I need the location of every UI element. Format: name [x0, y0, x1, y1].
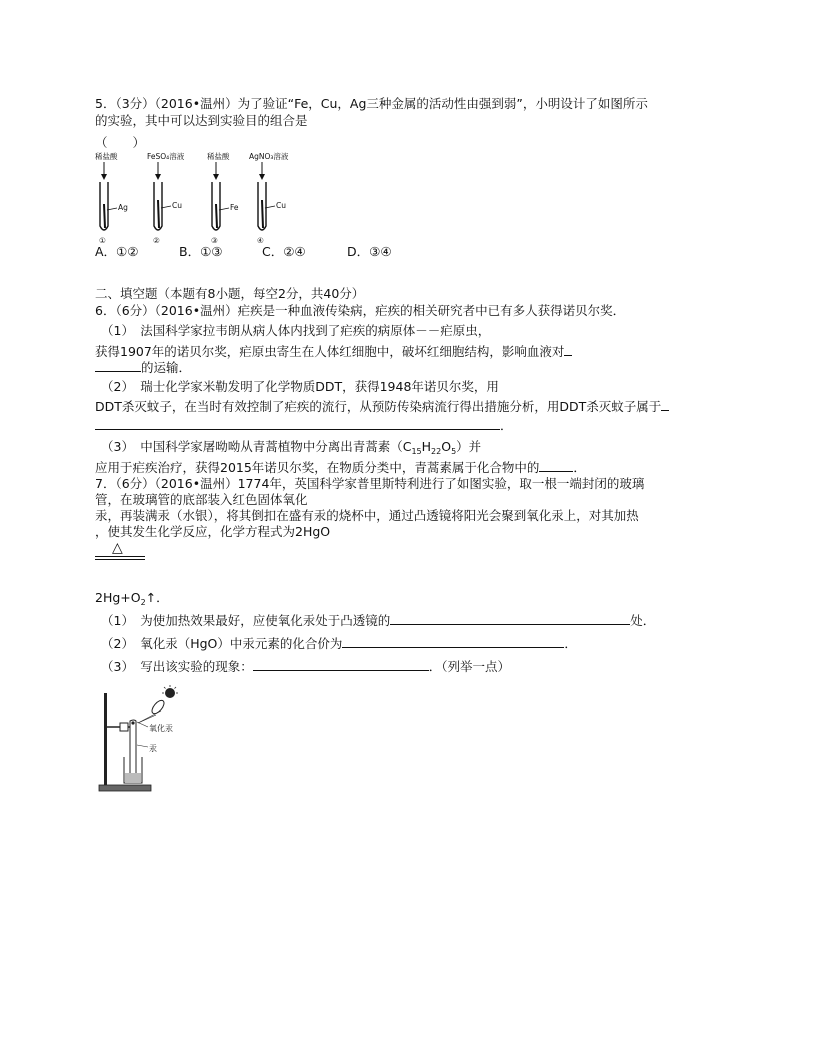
- q6-part1-text: 获得1907年的诺贝尔奖，疟原虫寄生在人体红细胞中，破坏红细胞结构，影响血液对: [95, 344, 565, 359]
- q7-stem-line4: ，使其发生化学反应，化学方程式为2HgO: [95, 524, 331, 539]
- q6-blank-3[interactable]: [539, 459, 573, 472]
- up-arrow-icon: ↑．: [145, 590, 169, 605]
- q7-part3-text: （3） 写出该实验的现象：: [101, 659, 253, 674]
- q6-part1-line1: （1） 法国科学家拉韦朗从病人体内找到了疟疾的病原体－－疟原虫，: [101, 323, 491, 338]
- q5-answer-paren: （ ）: [95, 135, 146, 150]
- q7-part2-end: ．: [564, 636, 577, 651]
- q6-part3-line1: [101, 439, 481, 455]
- label-mercury: 汞: [149, 744, 157, 753]
- q6-part2-text: DDT杀灭蚊子，在当时有效控制了疟疾的流行，从预防传染病流行得出措施分析，用DDT杀灭蚊子属于: [95, 399, 662, 414]
- q6-part1-line3: [95, 359, 191, 376]
- tube-4-num: ④: [257, 236, 264, 245]
- q7-part3-end: ．（列举一点）: [428, 659, 510, 674]
- q7-stem-line3: 汞，再装满汞（水银），将其倒扣在盛有汞的烧杯中，通过凸透镜将阳光会聚到氧化汞上，对其加热: [95, 508, 639, 523]
- q6-part1-line2: [95, 343, 572, 360]
- tube-2-num: ②: [153, 236, 160, 245]
- delta-symbol: △: [112, 540, 123, 556]
- q6-sub-5: 5: [451, 447, 457, 456]
- lens-icon: [150, 698, 166, 715]
- test-tube-1: [95, 151, 128, 245]
- q6-blank-1a[interactable]: [564, 343, 572, 356]
- tube-3-metal: Fe: [230, 203, 239, 212]
- option-a[interactable]: A．①②: [95, 244, 139, 259]
- q6-sub-15: 15: [411, 447, 422, 456]
- q7-part1-end: 处．: [630, 613, 656, 628]
- label-mercury-oxide: 氧化汞: [149, 724, 173, 733]
- option-b[interactable]: B．①③: [179, 244, 223, 259]
- q6-h: H: [421, 439, 432, 454]
- q6-part3-line2: [95, 459, 586, 476]
- q7-stem-line1: 7．（6分）（2016•温州）1774年，英国科学家普里斯特利进行了如图实验，取一根一端封闭的玻璃: [95, 476, 645, 491]
- q6-part1-end: 的运输．: [141, 360, 192, 375]
- apparatus-figure: [98, 685, 193, 795]
- test-tube-figure: [95, 150, 315, 246]
- q7-stem-line2: 管，在玻璃管的底部装入红色固体氧化: [95, 492, 308, 507]
- q7-blank-2[interactable]: [342, 635, 564, 648]
- q7-equation: [95, 590, 169, 606]
- q7-part2: [101, 635, 577, 652]
- q7-blank-3[interactable]: [253, 658, 429, 671]
- test-tube-4: [249, 151, 289, 245]
- q7-part1-text: （1） 为使加热效果最好，应使氧化汞处于凸透镜的: [101, 613, 391, 628]
- equation-bar-bottom: [95, 559, 145, 560]
- tube-1-metal: Ag: [118, 203, 128, 212]
- q5-stem-line2: 的实验，其中可以达到实验目的组合是: [95, 113, 308, 128]
- q6-blank-2a[interactable]: [661, 398, 669, 411]
- q6-part3-text-a: （3） 中国科学家屠呦呦从青蒿植物中分离出青蒿素（C: [101, 439, 412, 454]
- q7-part2-text: （2） 氧化汞（HgO）中汞元素的化合价为: [101, 636, 343, 651]
- q6-part2-line2: [95, 398, 669, 415]
- tube-3-num: ③: [211, 236, 218, 245]
- q6-part3-text: 应用于疟疾治疗，获得2015年诺贝尔奖，在物质分类中，青蒿素属于化合物中的: [95, 460, 540, 475]
- q5-options: [95, 244, 392, 260]
- q6-stem: 6．（6分）（2016•温州）疟疾是一种血液传染病，疟疾的相关研究者中已有多人获得诺贝尔奖．: [95, 303, 626, 318]
- q7-part1: [101, 612, 655, 629]
- q6-blank-2[interactable]: [95, 417, 500, 430]
- tube-2-reagent: FeSO₄溶液: [147, 152, 185, 161]
- option-d[interactable]: D．③④: [347, 244, 392, 259]
- q6-part2-end: ．: [500, 418, 513, 433]
- q6-blank-1[interactable]: [95, 359, 141, 372]
- test-tube-2: [147, 151, 185, 245]
- q6-part2-line1: （2） 瑞士化学家米勒发明了化学物质DDT，获得1948年诺贝尔奖，用: [101, 379, 499, 394]
- q7-blank-1[interactable]: [390, 612, 630, 625]
- tube-4-metal: Cu: [276, 201, 286, 210]
- tube-1-num: ①: [99, 236, 106, 245]
- q5-stem-line1: 5．（3分）（2016•温州）为了验证“Fe，Cu，Ag三种金属的活动性由强到弱”，小明设计了如图所示: [95, 96, 648, 111]
- option-c[interactable]: C．②④: [262, 244, 306, 259]
- q6-part3-end: ．: [573, 460, 586, 475]
- tube-4-reagent: AgNO₃溶液: [249, 152, 289, 161]
- equation-products: 2Hg+O: [95, 590, 141, 605]
- equation-bar-top: [95, 556, 145, 557]
- tube-2-metal: Cu: [172, 201, 182, 210]
- q6-part2-line3: [95, 417, 513, 434]
- sun-icon: [165, 688, 175, 698]
- tube-3-reagent: 稀盐酸: [207, 152, 230, 161]
- equation-sub-2: 2: [140, 598, 146, 607]
- q7-part3: [101, 658, 510, 675]
- section-title: 二、填空题（本题有8小题，每空2分，共40分）: [95, 286, 365, 301]
- q6-part3-text-b: ）并: [456, 439, 482, 454]
- q6-sub-22: 22: [431, 447, 442, 456]
- tube-1-reagent: 稀盐酸: [95, 152, 118, 161]
- test-tube-3: [207, 151, 239, 245]
- q6-o: O: [441, 439, 452, 454]
